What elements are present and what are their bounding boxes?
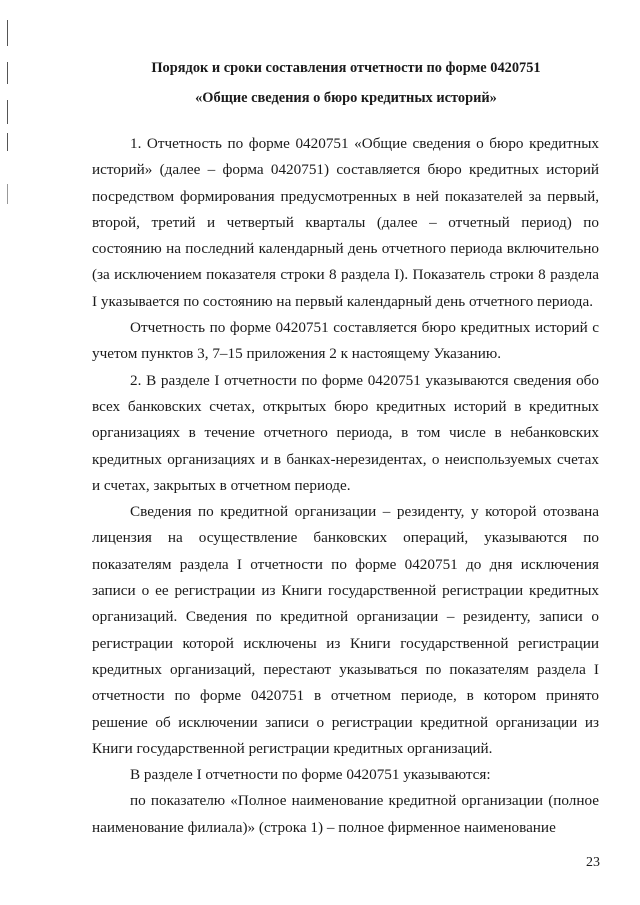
paragraph-2: Отчетность по форме 0420751 составляется бюро кредитных историй с учетом пунктов 3, 7–15 приложения 2 к настоящему Указанию. (92, 319, 599, 363)
paragraph-3: 2. В разделе I отчетности по форме 0420751 указываются сведения обо всех банковских счетах, открытых бюро кредитных историй в кредитных организациях в течение отчетного периода, в том числе в небанковских кредитных организациях и в банках-нерезидентах, о неиспользуемых счетах и счетах, закрытых в отчетном периоде. (92, 371, 599, 494)
paragraph-6: по показателю «Полное наименование кредитной организации (полное наименование филиала)» (строка 1) – полное фирменное наименование (92, 792, 599, 836)
scan-edge-mark (7, 184, 8, 204)
document-title-line-1: Порядок и сроки составления отчетности по форме 0420751 (151, 60, 541, 76)
scan-edge-mark (7, 62, 8, 84)
scan-edge-mark (7, 20, 8, 46)
document-body (92, 131, 599, 841)
page-number: 23 (586, 855, 600, 870)
scan-edge-mark (7, 133, 8, 151)
scan-edge-mark (7, 100, 8, 124)
paragraph-4: Сведения по кредитной организации – резиденту, у которой отозвана лицензия на осуществление банковских операций, указываются по показателям раздела I отчетности по форме 0420751 до дня исключения записи о ее регистрации из Книги государственной регистрации кредитных организаций. Сведения по кредитной организации – резиденту, записи о регистрации которой исключены из Книги государственной регистрации кредитных организаций, перестают указываться по показателям раздела I отчетности по форме 0420751 в отчетном периоде, в котором принято решение об исключении записи о регистрации кредитной организации из Книги государственной регистрации кредитных организаций. (92, 503, 599, 757)
document-title-line-2: «Общие сведения о бюро кредитных историй» (195, 90, 497, 106)
paragraph-5: В разделе I отчетности по форме 0420751 указываются: (130, 766, 491, 784)
paragraph-1: 1. Отчетность по форме 0420751 «Общие сведения о бюро кредитных историй» (далее – форма 0420751) составляется бюро кредитных историй посредством формирования предусмотренных в ней показателей за первый, второй, третий и четвертый кварталы (далее – отчетный период) по состоянию на последний календарный день отчетного периода включительно (за исключением показателя строки 8 раздела I). Показатель строки 8 раздела I указывается по состоянию на первый календарный день отчетного периода. (92, 135, 599, 310)
